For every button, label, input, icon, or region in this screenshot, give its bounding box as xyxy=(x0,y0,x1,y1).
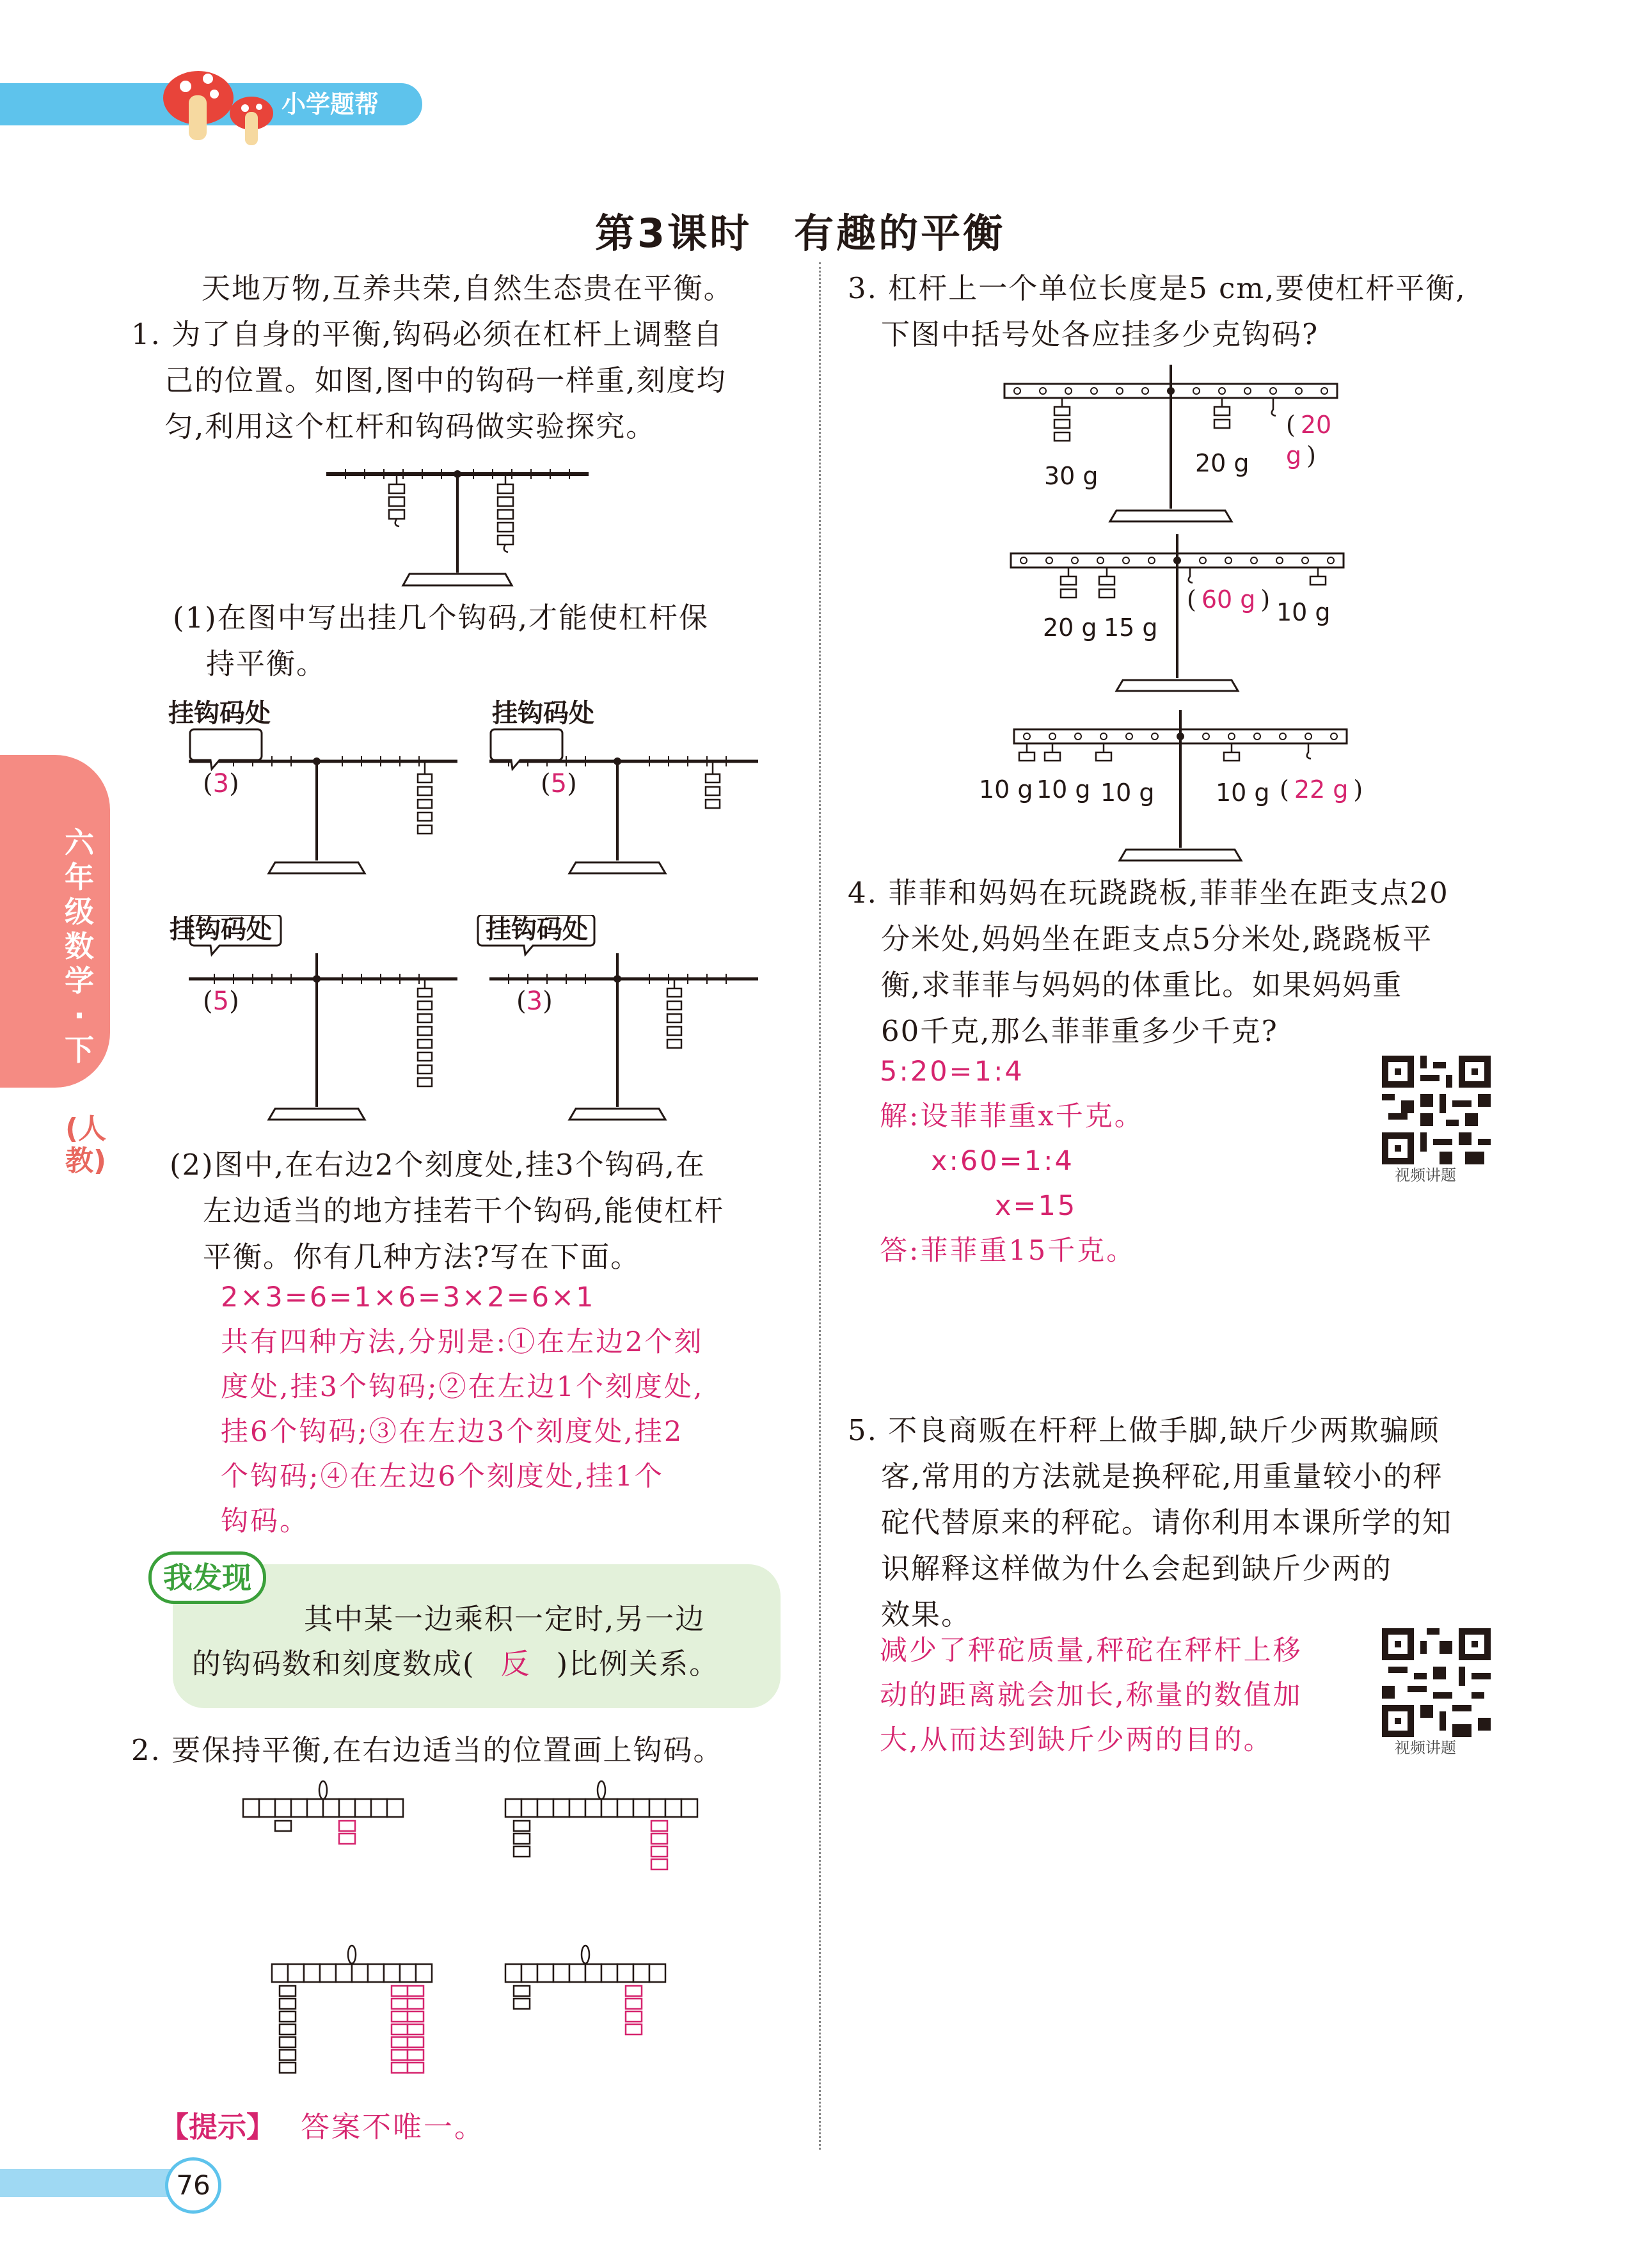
question-4 xyxy=(848,870,1449,1054)
footer-band xyxy=(0,2169,192,2197)
callout-label: 挂钩码处 xyxy=(170,915,272,944)
discover-line2 xyxy=(192,1641,719,1687)
q1-sub2 xyxy=(170,1142,724,1280)
weight-label: 15 g xyxy=(1104,614,1158,642)
hint-label: 【提示】 xyxy=(160,2110,276,2144)
weight-label: 30 g xyxy=(1044,462,1099,490)
q1-sub1 xyxy=(173,595,709,687)
q5-line: 效果。 xyxy=(881,1598,972,1631)
q5-line: 识解释这样做为什么会起到缺斤少两的 xyxy=(881,1551,1393,1585)
q4-line: 分米处,妈妈坐在距支点5分米处,跷跷板平 xyxy=(881,922,1433,956)
lever-diagram-main xyxy=(320,457,595,595)
lever-exercise: 挂钩码处 (3) xyxy=(163,697,470,883)
callout-label: 挂钩码处 xyxy=(168,699,271,728)
grade-label: 六年级数学·下 xyxy=(65,825,94,1067)
answer-count: 5 xyxy=(212,987,230,1016)
lever-exercise: 挂钩码处 (5) xyxy=(477,697,784,883)
lever-exercise: 挂钩码处 (3) xyxy=(477,915,784,1132)
answer-equation: 2×3=6=1×6=3×2=6×1 xyxy=(221,1281,596,1313)
q4-line: 60千克,那么菲菲重多少千克? xyxy=(881,1014,1278,1048)
hint xyxy=(160,2105,485,2150)
q3-balance-1: 30 g 20 g ( 20 g ) xyxy=(998,365,1356,525)
q3-balance-2: 20 g 15 g ( 60 g ) 10 g xyxy=(1004,534,1363,694)
q1-answer xyxy=(221,1275,704,1544)
discover-line1: 其中某一边乘积一定时,另一边 xyxy=(304,1602,706,1636)
answer-line: 答:菲菲重15千克。 xyxy=(880,1235,1136,1267)
q3-balance-3: 10 g 10 g 10 g 10 g ( 22 g ) xyxy=(976,704,1385,864)
discover-answer: 反 xyxy=(500,1647,531,1681)
q4-line: 4. 菲菲和妈妈在玩跷跷板,菲菲坐在距支点20 xyxy=(848,876,1449,910)
brand-label: 小学题帮 xyxy=(282,90,379,118)
mushroom-logo xyxy=(163,54,291,150)
answer-line: x:60=1:4 xyxy=(931,1145,1074,1177)
sub1-line: (1)在图中写出挂几个钩码,才能使杠杆保 xyxy=(173,601,710,635)
sub2-line: 左边适当的地方挂若干个钩码,能使杠杆 xyxy=(203,1194,725,1228)
discover-text: )比例关系。 xyxy=(556,1647,720,1681)
answer-line: x=15 xyxy=(995,1190,1077,1222)
answer-line: 共有四种方法,分别是:①在左边2个刻 xyxy=(221,1326,704,1358)
hint-text: 答案不唯一。 xyxy=(301,2110,486,2144)
q3-line: 下图中括号处各应挂多少克钩码? xyxy=(881,317,1319,351)
column-divider xyxy=(819,262,821,2150)
answer-line: 度处,挂3个钩码;②在左边1个刻度处, xyxy=(221,1371,704,1403)
answer-line: 5:20=1:4 xyxy=(880,1056,1024,1088)
question-2: 2. 要保持平衡,在右边适当的位置画上钩码。 xyxy=(131,1733,724,1767)
weight-label: 10 g xyxy=(1036,775,1091,804)
callout-label: 挂钩码处 xyxy=(492,699,594,728)
discover-badge: 我发现 xyxy=(148,1551,266,1604)
weight-label: 10 g xyxy=(1216,779,1270,807)
q4-answer xyxy=(880,1049,1144,1273)
answer-weight: 20 g xyxy=(1286,411,1332,470)
q5-line: 客,常用的方法就是换秤砣,用重量较小的秤 xyxy=(881,1459,1443,1493)
q5-line: 砣代替原来的秤砣。请你利用本课所学的知 xyxy=(881,1505,1453,1539)
q2-diagrams xyxy=(224,1779,761,2098)
page-title: 第3课时 有趣的平衡 xyxy=(595,210,1006,257)
q5-answer xyxy=(880,1628,1303,1763)
weight-label: 10 g xyxy=(1276,598,1331,626)
answer-line: 挂6个钩码;③在左边3个刻度处,挂2 xyxy=(221,1416,684,1448)
answer-line: 个钩码;④在左边6个刻度处,挂1个 xyxy=(221,1461,664,1493)
q5-line: 5. 不良商贩在杆秤上做手脚,缺斤少两欺骗顾 xyxy=(848,1413,1440,1447)
discover-text: 的钩码数和刻度数成( xyxy=(192,1647,475,1681)
q1-line: 匀,利用这个杠杆和钩码做实验探究。 xyxy=(164,409,656,443)
qr-code[interactable] xyxy=(1382,1628,1491,1737)
question-5 xyxy=(848,1408,1452,1638)
intro-text: 天地万物,互养共荣,自然生态贵在平衡。 xyxy=(202,271,734,305)
weight-label: 20 g xyxy=(1043,614,1097,642)
q1-line: 1. 为了自身的平衡,钩码必须在杠杆上调整自 xyxy=(131,317,724,351)
q1-line: 己的位置。如图,图中的钩码一样重,刻度均 xyxy=(164,363,727,397)
sub1-line: 持平衡。 xyxy=(206,647,327,681)
answer-count: 5 xyxy=(550,769,567,798)
answer-line: 大,从而达到缺斤少两的目的。 xyxy=(880,1724,1273,1756)
q3-line: 3. 杠杆上一个单位长度是5 cm,要使杠杆平衡, xyxy=(848,271,1466,305)
answer-line: 钩码。 xyxy=(221,1505,309,1537)
answer-weight: 60 g xyxy=(1201,585,1256,614)
weight-label: 10 g xyxy=(979,775,1033,804)
answer-count: 3 xyxy=(212,769,230,798)
edition-label: (人教) xyxy=(65,1113,107,1177)
q4-line: 衡,求菲菲与妈妈的体重比。如果妈妈重 xyxy=(881,968,1403,1002)
lever-exercise: 挂钩码处 (5) xyxy=(163,915,470,1132)
answer-line: 减少了秤砣质量,秤砣在秤杆上移 xyxy=(880,1635,1303,1667)
answer-line: 解:设菲菲重x千克。 xyxy=(880,1100,1144,1132)
qr-caption: 视频讲题 xyxy=(1395,1166,1456,1184)
answer-count: 3 xyxy=(526,987,543,1016)
sub2-line: (2)图中,在右边2个刻度处,挂3个钩码,在 xyxy=(170,1148,706,1182)
question-1 xyxy=(131,312,727,450)
answer-weight: 22 g xyxy=(1294,775,1349,804)
weight-label: 20 g xyxy=(1195,449,1249,477)
callout-label: 挂钩码处 xyxy=(486,915,588,944)
qr-caption: 视频讲题 xyxy=(1395,1739,1456,1757)
qr-code[interactable] xyxy=(1382,1056,1491,1164)
question-3 xyxy=(848,266,1466,358)
sub2-line: 平衡。你有几种方法?写在下面。 xyxy=(203,1240,641,1274)
weight-label: 10 g xyxy=(1100,779,1155,807)
answer-line: 动的距离就会加长,称量的数值加 xyxy=(880,1679,1303,1711)
page-number: 76 xyxy=(165,2157,221,2214)
